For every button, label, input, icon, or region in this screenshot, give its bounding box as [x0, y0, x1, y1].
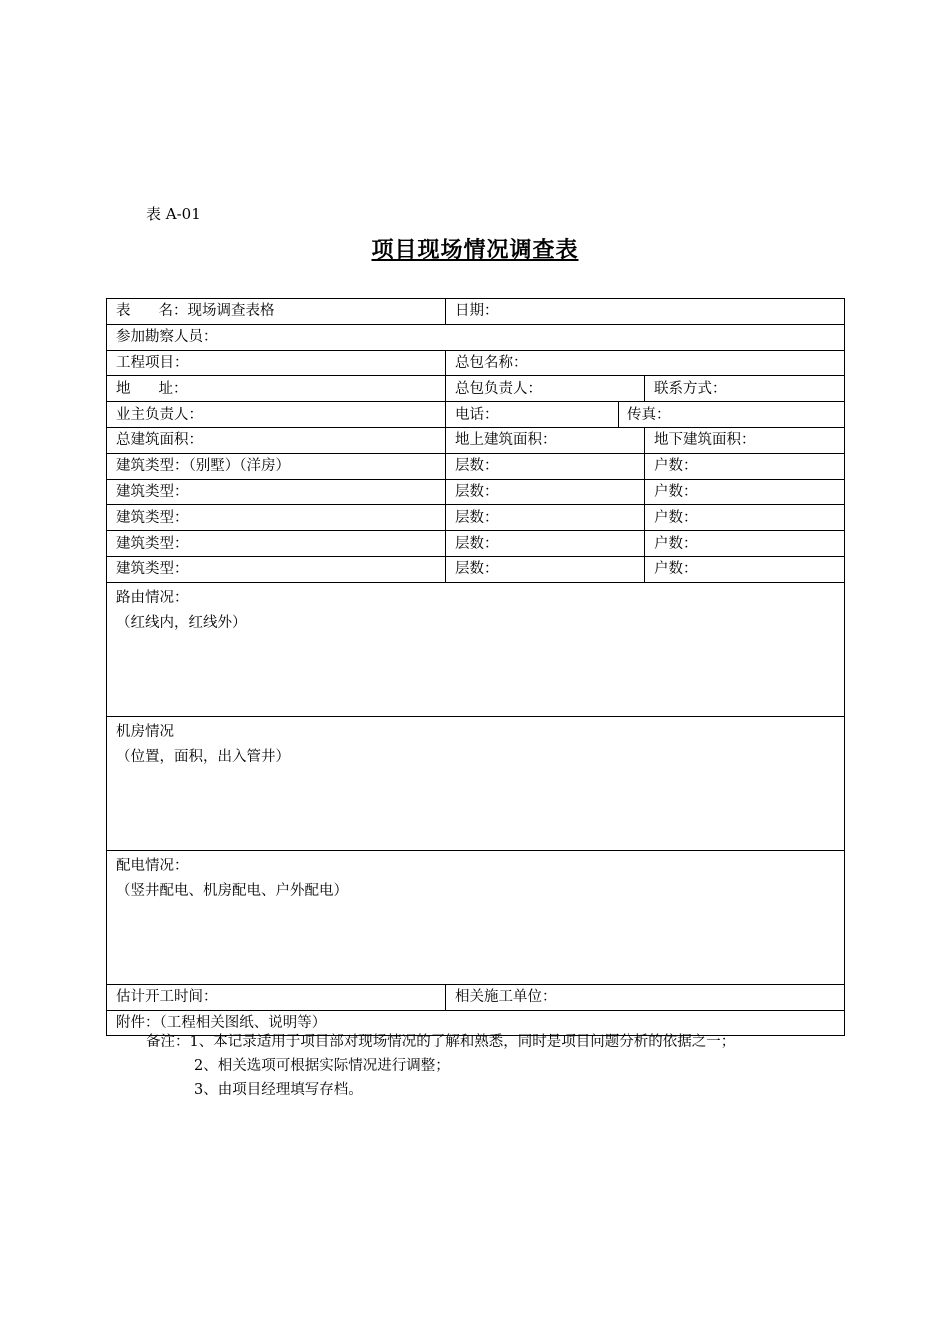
floors-cell[interactable]: 层数：: [446, 531, 645, 557]
building-type-cell[interactable]: 建筑类型：: [107, 505, 446, 531]
table-row: [107, 479, 845, 505]
floors-cell[interactable]: 层数：: [446, 453, 645, 479]
date-cell[interactable]: 日期：: [446, 299, 845, 325]
floors-cell[interactable]: 层数：: [446, 505, 645, 531]
related-units-cell[interactable]: 相关施工单位：: [446, 984, 845, 1010]
notes: [146, 1030, 812, 1102]
table-row: [107, 376, 845, 402]
units-cell[interactable]: 户数：: [645, 531, 845, 557]
owner-manager-cell[interactable]: 业主负责人：: [107, 402, 446, 428]
table-row: [107, 453, 845, 479]
routing-cell[interactable]: [107, 582, 845, 716]
routing-hint: （红线内，红线外）: [116, 614, 247, 631]
note-line-3: 3、由项目经理填写存档。: [194, 1082, 363, 1098]
floors-cell[interactable]: 层数：: [446, 556, 645, 582]
address-cell[interactable]: 地 址：: [107, 376, 446, 402]
fax-cell[interactable]: 传真：: [619, 402, 845, 428]
units-cell[interactable]: 户数：: [645, 453, 845, 479]
page-title: 项目现场情况调查表: [371, 238, 579, 263]
machine-room-cell[interactable]: [107, 716, 845, 850]
units-cell[interactable]: 户数：: [645, 479, 845, 505]
table-row: [107, 505, 845, 531]
table-row: [107, 402, 845, 428]
table-row: [107, 716, 845, 850]
power-cell[interactable]: [107, 850, 845, 984]
table-row: [107, 582, 845, 716]
form-name-cell[interactable]: 表 名：现场调查表格: [107, 299, 446, 325]
machine-room-title: 机房情况: [116, 723, 174, 740]
power-title: 配电情况：: [116, 857, 189, 874]
table-row: [107, 324, 845, 350]
phone-cell[interactable]: 电话：: [446, 402, 619, 428]
form-code: 表 A-01: [146, 205, 201, 223]
table-row: [107, 984, 845, 1010]
building-type-cell[interactable]: 建筑类型：: [107, 531, 446, 557]
start-time-cell[interactable]: 估计开工时间：: [107, 984, 446, 1010]
participants-cell[interactable]: 参加勘察人员：: [107, 324, 845, 350]
survey-table: [106, 298, 845, 1036]
note-line-1: 备注：1、本记录适用于项目部对现场情况的了解和熟悉，同时是项目问题分析的依据之一；: [146, 1034, 736, 1050]
machine-room-hint: （位置，面积，出入管井）: [116, 748, 290, 765]
building-type-cell[interactable]: 建筑类型：: [107, 479, 446, 505]
units-cell[interactable]: 户数：: [645, 556, 845, 582]
power-hint: （竖井配电、机房配电、户外配电）: [116, 882, 348, 899]
building-type-cell[interactable]: 建筑类型：（别墅）（洋房）: [107, 453, 446, 479]
gc-manager-cell[interactable]: 总包负责人：: [446, 376, 645, 402]
general-contractor-cell[interactable]: 总包名称：: [446, 350, 845, 376]
project-cell[interactable]: 工程项目：: [107, 350, 446, 376]
table-row: [107, 531, 845, 557]
contact-cell[interactable]: 联系方式：: [645, 376, 845, 402]
table-row: [107, 556, 845, 582]
total-area-cell[interactable]: 总建筑面积：: [107, 427, 446, 453]
note-line-2: 2、相关选项可根据实际情况进行调整；: [194, 1058, 450, 1074]
table-row: [107, 850, 845, 984]
above-area-cell[interactable]: 地上建筑面积：: [446, 427, 645, 453]
units-cell[interactable]: 户数：: [645, 505, 845, 531]
floors-cell[interactable]: 层数：: [446, 479, 645, 505]
table-row: [107, 427, 845, 453]
routing-title: 路由情况：: [116, 589, 189, 606]
attachments-cell[interactable]: 附件：（工程相关图纸、说明等）: [107, 1010, 845, 1036]
building-type-cell[interactable]: 建筑类型：: [107, 556, 446, 582]
table-row: [107, 350, 845, 376]
table-row: [107, 299, 845, 325]
below-area-cell[interactable]: 地下建筑面积：: [645, 427, 845, 453]
